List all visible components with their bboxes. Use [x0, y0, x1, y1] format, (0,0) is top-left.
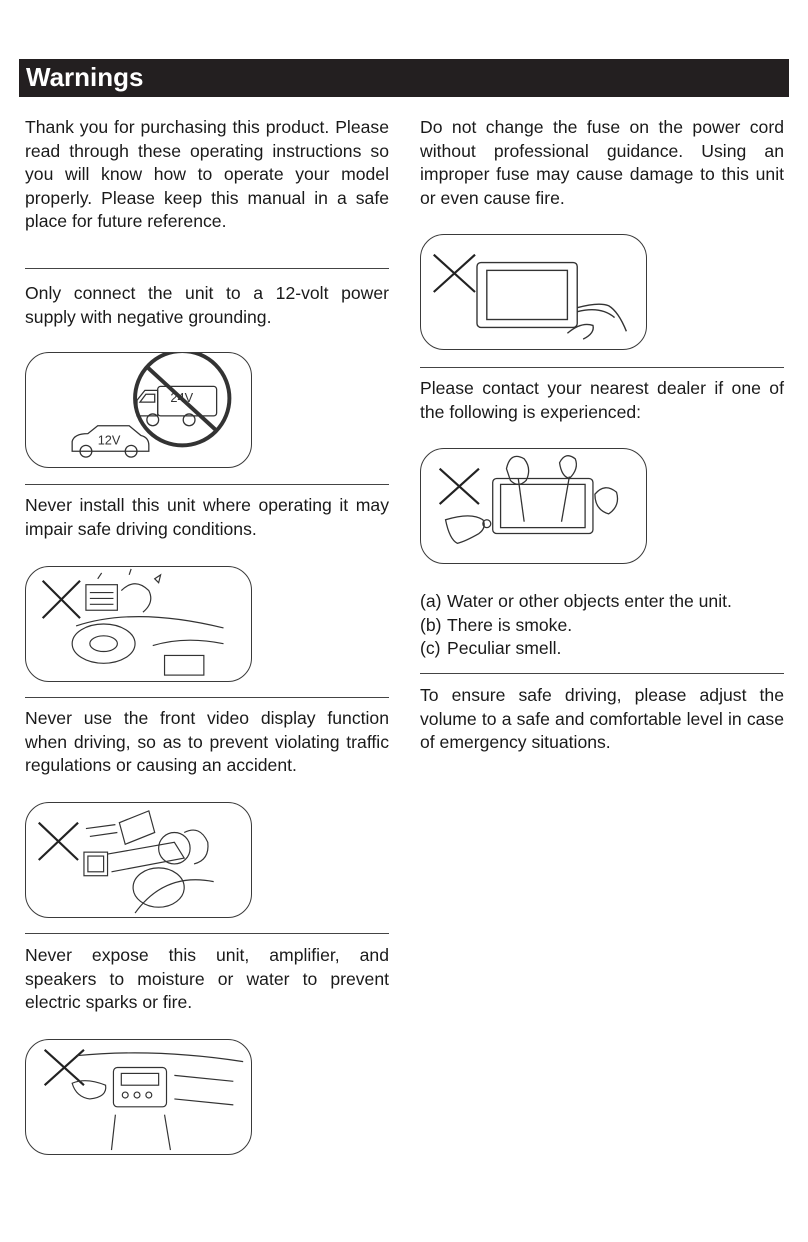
car-voltage-label: 12V	[97, 432, 121, 448]
divider	[420, 673, 784, 674]
video-warning-text: Never use the front video display function when driving, so as to prevent violating traffic regulations or causing an accident.	[25, 708, 389, 775]
video-illustration	[25, 802, 252, 918]
divider	[25, 484, 389, 485]
fuse-warning-text: Do not change the fuse on the power cord without professional guidance. Using an improper fuse may cause damage to this unit or even cause fire.	[420, 117, 784, 208]
install-warning-text: Never install this unit where operating it may impair safe driving conditions.	[25, 495, 389, 539]
divider	[25, 268, 389, 269]
truck-voltage-label: 24V	[170, 390, 194, 406]
vehicle-voltage-icon	[26, 353, 251, 467]
list-item-label: (a)	[420, 591, 442, 611]
prohibition-x-icon	[39, 823, 78, 860]
prohibition-x-icon	[43, 581, 80, 618]
prohibition-x-icon	[434, 255, 475, 292]
malfunction-illustration	[420, 448, 647, 564]
power-supply-illustration	[25, 352, 252, 468]
divider	[25, 933, 389, 934]
fuse-illustration	[420, 234, 647, 350]
condition-list	[420, 590, 784, 661]
intro-text: Thank you for purchasing this product. Please read through these operating instructions so you will know how to operate your model properly. Please keep this manual in a safe place for future reference.	[25, 117, 389, 231]
prohibition-x-icon	[440, 469, 479, 504]
list-item	[420, 614, 784, 638]
moisture-illustration	[25, 1039, 252, 1155]
list-item-label: (b)	[420, 614, 442, 635]
list-item-text: Peculiar smell.	[447, 638, 562, 658]
divider	[25, 697, 389, 698]
section-header	[19, 59, 789, 97]
list-item-label: (c)	[420, 638, 441, 658]
volume-warning-text: To ensure safe driving, please adjust the volume to a safe and comfortable level in case of emergency situations.	[420, 685, 784, 752]
dealer-contact-text: Please contact your nearest dealer if one of the following is experienced:	[420, 378, 784, 422]
install-illustration	[25, 566, 252, 682]
power-warning-text: Only connect the unit to a 12-volt power supply with negative grounding.	[25, 283, 389, 327]
list-item	[420, 590, 784, 614]
divider	[420, 367, 784, 368]
list-item	[420, 637, 784, 661]
list-item-text: Water or other objects enter the unit.	[447, 591, 732, 611]
moisture-warning-text: Never expose this unit, amplifier, and speakers to moisture or water to prevent electric sparks or fire.	[25, 945, 389, 1012]
list-item-text: There is smoke.	[447, 614, 573, 635]
page-title: Warnings	[26, 62, 144, 92]
